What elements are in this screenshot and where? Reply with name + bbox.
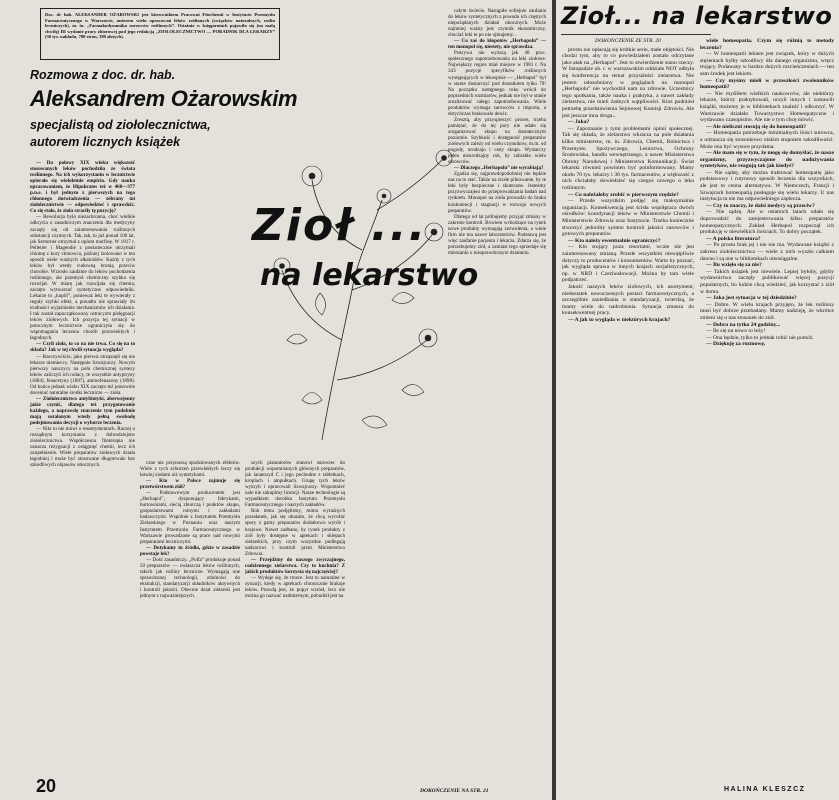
left-column-2 (140, 460, 240, 790)
answer-paragraph: — Podstawowym producentem jest „Herbapol”, dysponujący fabrykami, hurtowniami, siecią zbiorczą i punktów skupu, gospodarstwami rolnymi i zakładami badawczymi. Wspólnie z Instytutem Przemysłu Zielarskiego w Poznaniu oraz naszym Instytutem Przemysłu Farmaceutycznego w Warszawie prowadzone są prace nad nowymi preparatami leczniczymi. (140, 490, 240, 545)
answer-paragraph: Zresztą, aby przyspieszyć proces, trzeba pamiętać, że do tej pory nie udało się zorganizować skupu na dostatecznym poziomie. Szybkość i dostępność preparatów ziołowych zależy od wielu czynników, m.in. od pogody, urodzaju i ceny skupu. Wystarczy jeden nieurodzajny rok, by zabrakło wielu surowców. (448, 116, 546, 166)
answer-paragraph: — Zapoznanie z tymi problemami opinii społecznej. Tak się składa, że zielarstwo wkracza na pole działania kilku ministerstw, m. in. Zdrowia, Chemii, Rolnictwa i Przemysłu Spożywczego, Leśnictwa, Ochrony Środowiska, handlu wewnętrznego, a nawet Ministerstwa Obrony Narodowej i Ministerstwa Komunikacji. Świat lekarski również powinien być poinformowany. Mamy około 70 tys. lekarzy i 30 tys. farmaceutów, a większość z nich chciałaby dowiedzieć się czegoś nowego o leku roślinnym. (562, 125, 694, 192)
question-paragraph: — Dobra na tytko 24 godziny... (706, 321, 781, 328)
answer-paragraph: — Takich książek jest niewiele. Lepiej byłoby, gdyby wydawnictwa zaczęły publikować więcej pozycji popularnych, bo ludzie chcą wiedzieć, jak korzystać z ziół w domu. (700, 268, 834, 295)
answer-paragraph: Jakość naszych leków ziołowych, ich asortyment, niedostatek nowoczesnych postaci farmaceutycznych, a szczególnie zaniedbania w standaryzacji, twierdzą, że mamy wiele do nadrobienia. Sytuacja zmusza do konsekwentnej pracy. (562, 283, 694, 317)
question-paragraph: — Przejdźmy do naszego zwyczajnego, codziennego zielarstwa. Czy to kuchnia? Z jakich produktów korzysta się najczęściej? (245, 556, 345, 575)
question-paragraph: — Kto należy ewentualnie ograniczyć? (568, 237, 661, 244)
answer-paragraph: Pokrywa nie wyższą jak 40 proc. społecznego zapotrzebowania na leki ziołowe. Największy regres miał miejsce w 1981 r. Na 343 pozycje specyfików roślinnych występujących w lekospisie — „Herbapol” był w stanie dostarczyć pod dostatkiem tylko 79! Na początku następnego roku wrócił do poprzednich rozmiarów, jednak nie był w stanie zrealizować całego zapotrzebowania. Wiele produktów wymaga surowców z importu, a dotychczas brakowało dewiz. (448, 50, 546, 117)
answer-paragraph: — Kto stojący poza resortami, wcale nie jest zainteresowany zmianą. Przede wszystkim niewątpliwie dotyczy to producentów i konsumentów. Warto by poznać, jak wygląda sprawa w innych krajach socjalistycznych, np. w NRD i Czechosłowacji. Można by tam wiele podpatrzeć. (562, 244, 694, 284)
right-column-2 (700, 38, 834, 783)
question-paragraph: — Jaka jest sytuacja w tej dziedzinie? (706, 295, 797, 302)
question-paragraph: — Kto w Polsce zajmuje się przetwórstwem ziół? (140, 478, 240, 491)
question-paragraph: — Co należałoby zrobić w pierwszym rzędzie? (568, 191, 679, 198)
answer-paragraph: czne nie przynoszą spodziewanych efektów. Wiele z tych schorzeń przewlekłych leczy się łatwiej ziołami niż syntetykami. (140, 460, 240, 479)
question-paragraph: — A jak to wygląda w niektórych krajach? (568, 316, 671, 323)
question-paragraph: wiele homeopatia. Czym się różnią te metody leczenia? (700, 38, 834, 51)
question-paragraph: — Ale nieliczni stosują się do homeopatii? (706, 123, 807, 130)
article-title-line-2: na lekarstwo (260, 258, 479, 293)
answer-paragraph: całym świecie. Nastąpiło sollejnie zaufania do leków syntetycznych z powodu ich częstych niepożądanych działań ubocznych. Może najmniej ważny jest czynnik ekonomiczny, chociaż leki te po nie ujmujemy... (448, 8, 546, 39)
continued-from-note: DOKOŃCZENIE ZE STR. 20 (595, 38, 661, 44)
answer-paragraph: Rok temu podjęliśmy, mimo wyraźnych przesłanek, jak się okazało, że chcą wycofać spory z gamy preparatów dodatkowo wyrób i krajowe. Nawet zadbano, by rynek produkty z ziół były dostępne w aptekach i sklepach zielarskich, przy czym wszystkie podlegają nadzorowi i kontroli przez Ministerstwo Zdrowia. (245, 508, 345, 557)
answer-paragraph: Zgadza się, najprawdopodobniej nie będzie nas na to stać. Także na ścisłe pilnowanie, by te leki były bezpieczne i skuteczne. Jesteśmy przyzwyczajeni do przeprowadzania badań nad rynkiem. Monopol na zioła prowadzi do braku konkurencji i stagnacji w rozwoju nowych preparatów. (448, 171, 546, 214)
question-paragraph: — Czyli zioła, to co na nie trwa. Co się na to składa? Jak w tej chwili sytuacja wygląda? (30, 341, 135, 354)
answer-paragraph: — Wydaje się, że trosce. Jest to naturalne w sytuacji, kiedy w aptekach chronicznie brakuje leków. Prawdą jest, że popyt wzrósł, lecz nie można go nazwać nadmiernym, pobudził jest na (245, 574, 345, 600)
answer-paragraph: — Po prostu brak jej i nie nie ma. Wydawane książki z zakresu ziołolecznictwa — wiele z nich wyszło całkiem dawno i są one w bibliotekach nieosiągalne. (700, 242, 834, 262)
answer-paragraph: — Homeopatia potrzebuje minimalnych ilości surowca, a odznacza się stosunkowo niskim stopniem szkodliwości. Może ona być wysoce przydatna. (700, 130, 834, 150)
answer-paragraph: Dlatego od lat próbujemy przyjąć zmiany w zakresie kontroli. Bowiem wchodzące na rynek nowe produkty wymagają zezwolenia, a wiele firm nie ma nawet laboratoriów. Podstawą jest więc zaufanie pacjenta i lekarza. Zdarza się, że potrzebujemy ziół, a zamiast tego sprzedaje się mieszanki o niesprawdzonym działaniu. (448, 213, 546, 256)
answer-paragraph: — Rewolucja była niezachronna, choć wielkie odkrycia o zasadniczym znaczeniu dla medycyny zaczęły się od zainteresowania roślinnych substancji czynnych. Tak, tak, to już ponad 100 lat, jak Serturner otrzymał z opium morfinę. W 1817 r. Pelletier i Magendie z poskutecznie otrzymali chininę z kory chinowca, później izolowano w ten sposób wiele ważnych alkaloidów. Każdy z tych leków był wtedy cudowną bronią przeciw chorobie. Wzrosło zaufanie do leków pochodzenia roślinnego, ale przemysł chemiczny szybko się rozwijał. W miarę jak rozwijała się chemia, zaczęto wytwarzać syntetyczne odpowiedniki. Lekarze to „kupili”, ponieważ leki te wywierały z reguły szybki efekt, a ponadto nie sprawiały im trudności wyjaśnienie mechanizmów ich działania. I tak został zapoczątkowany ostracyzm pielęgnacji leków ziołowych. Ich pozycja tej sytuacji w potocznym lecznictwie ograniczyła się do wspomagania leczenia chorób przewlekłych i łagodnych. (30, 214, 135, 342)
answer-paragraph: — Ile się na nowo to leży! (706, 328, 766, 335)
answer-paragraph: — Dość zasadniczy. „Polfa” produkuje ponad 50 preparatów — zwłaszcza leków roślinnych, takich jak rośliny lecznicze. Wymagają one sprawdzonej technologii, zdolności do ekstrakcji, standaryzacji składników aktywnych i kontroli jakości. Obecnie dział zielarski jest jednym z najważniejszych. (140, 556, 240, 600)
answer-paragraph: — Ona będzie, tylko to jednak robić nie pomóż. (706, 334, 814, 341)
right-page (556, 0, 839, 800)
answer-paragraph: — Nie myśliłem wielkich naukowców, ale niektórzy lekarze, którzy praktykowali, uczyli innych i zostawili książki, możemy je w bibliotekach znaleźć i odkurzyć. W Warszawie działało Towarzystwo Homeopatyczne i wydawano czasopismo. Ale nie o tym chcę mówić. (700, 90, 834, 124)
question-paragraph: — Ale mam się w tym, że mogę się domyślać, że nasze organizmy, przyzwyczajone do nadużywania syntetyków, nie reagują tak jak kiedyś? (700, 150, 834, 170)
answer-paragraph: — Nie sądzę. Ale w ostatnich latach udało się doprowadzić do zarejestrowania kilku preparatów homeopatycznych. Zakład Herbapol rozpoczął ich produkcję w niewielkich ilościach. To dobry początek. (700, 209, 834, 236)
author-signature: HALINA KLESZCZ (724, 786, 806, 793)
closing-line: — Dziękuję za rozmowę. (706, 341, 766, 348)
answer-paragraph: prostu nie opłacają się krótkie serie, małe objętości. Nie chodzi tym, aby to co powiedziałem zostało odczytane jako atak na „Herbapol”. Jest to stwierdzenie stanu rzeczy. W listopadzie ub. r. w warszawskim oddziale NOT odbyła się konferencja na temat przyszłości zielarstwa. Nie jestem odosobniony w poglądach na monopol „Herbapolu” nie wychodził nam na zdrowie. Uczestnicy tego spotkania, także nauka i praktyka, a nawet zakłady zielarstwa, nie mieli żadnych wątpliwości. Ktoś podniósł potrzebę przedstawienia Sejmowej Komisji Zdrowia. Ale jest jeszcze inna droga... (562, 46, 694, 119)
question-paragraph: — Czy to znaczy, że dalsi medycy są przeciw? (706, 202, 815, 209)
interview-kicker: Rozmowa z doc. dr. hab. (30, 68, 176, 82)
page-number: 20 (36, 776, 57, 796)
interviewee-role: specjalistą od ziołolecznictwa, (30, 118, 211, 132)
question-paragraph: — Dotykamy tu źródła, gdzie w zasadzie powstaje lek? (140, 544, 240, 557)
author-info-box: Doc. dr hab. ALEKSANDER OŻAROWSKI jest kierownikiem Pracowni Fitochemii w Instytucie Przemysłu Farmaceutycznego w Warszawie, autorem wielu opracowań leków roślinnych (związków naturalnych, roślin leczniczych), m. in. „Farmakodynamika surowców roślinnych”. Ostatnio w księgarniach pojawiło się (na małą chwilę) III wydanie pracy zbiorowej pod jego redakcją „ZIOŁOLECZNICTWO — PORADNIK DLA LEKARZY” (30 tys. nakładu, 700 stron, 380 złotych). (40, 8, 280, 60)
interviewee-name: Aleksandrem Ożarowskim (30, 86, 298, 111)
question-paragraph: — Co zaś do kłopotów „Herbapolu” — ten monopol się, niestety, nie sprawdza. (448, 38, 546, 51)
answer-paragraph: — Dobre. W wielu krajach przyjęto, że lek roślinny musi być dobrze przebadany. Mamy nadzieję, że wkrótce zmieni się u nas stosunek do ziół. (700, 301, 834, 321)
answer-paragraph: — Rzeczywiście, jako pierwsi otrząsnęli się nie lekarze niemieccy. Następnie Szwajcarzy. Nowym pierwszy nauczycy na polu chemicznej syntezy leków zaliczyli ich rodacy, te wszystkie antypiryny (1884), fenacetyny (1887), aminofenazony (1898). Od końca jednak wieku XIX zaczęto też ponownie doceniać naturalne środki lecznicze — zioła. (30, 353, 135, 396)
interviewee-role-2: autorem licznych książek (30, 135, 181, 149)
question-paragraph: — Dlaczego „Herbapolu” nie wyrabiają? (454, 165, 544, 172)
question-paragraph: — Ziołolecznictwo antybiotyki, aberwojenny jakie czynić, dlatego też przygotowanie każdego, a naprawdę znaczenie tym podobnie mają ustalonym wtedy pełną swobodę podejmowania decyzji o wyborze leczenia. (30, 395, 135, 427)
question-paragraph: — Jaka? (568, 119, 590, 126)
answer-paragraph: — Nikt tu nie mówi o resentymentach. Raczej o rozsądnym korzystaniu z dobrodziejstw ziołolecznictwa. Współczesna fitoterapia nie oznacza rezygnacji z osiągnięć chemii, lecz ich uzupełnienie. Wiele preparatów ziołowych działa łagodniej i może być stosowane długotrwale bez szkodliwych objawów ubocznych. (30, 426, 135, 469)
continuation-note: DOKOŃCZENIE NA STR. 21 (420, 788, 489, 794)
lead-question: — Do połowy XIX wieku większość stosowanych leków pochodziła ze świata roślinnego. Na ich wykorzystaniu w lecznictwie opierało się wieloletnie empiria. Gdy nauka opracowaniem, że Hipokrates też w 460—377 p.n.e. i był jednym z pierwszych na tego chłonnego doświadczenia — zebrany mi ziołolecznictwie — odpowiedzieć i sprawdzić. Co się stało, że zioła straciły tę pozycję? (30, 160, 135, 215)
left-column-4 (448, 8, 546, 778)
answer-paragraph: — Przede wszystkim podjęć się maksymalnie organizacji. Konsekwencją jest ścisła współpraca dwóch ośrodków: koordynacji leków w Ministerstwie Chemii i Ministerstwie Zdrowia oraz Instytucie. Trzeba koniecznie stworzyć jednolity system kontroli jakości surowców i gotowych preparatów. (562, 198, 694, 238)
right-column-1 (562, 38, 694, 788)
title-rule (561, 34, 711, 35)
question-paragraph: — Ilu wzięło się za nie? (706, 262, 762, 269)
left-column-3 (245, 460, 345, 790)
article-title-line-1: Zioł ... (252, 200, 428, 251)
question-paragraph: — Czy myśmy mieli w przeszłości zwolenników homeopatii? (700, 77, 834, 91)
question-paragraph: — A polska literatura? (706, 235, 761, 242)
answer-paragraph: — W homeopatii lekiem jest związek, który w dużych stężeniach byłby szkodliwy dla danego organizmu, wręcz trujący. Podawany w bardzo dużych rozcieńczeniach — ten sam środek jest lekiem. (700, 51, 834, 77)
left-column-1 (30, 160, 135, 770)
right-page-title: Zioł... na lekarstwo (561, 2, 833, 30)
answer-paragraph: — Nie sądzę, aby można traktować homeopatię jako podstawowy i rutynowy sposób leczenia dla wszystkich, ale jest to cenna alternatywa. W Niemczech, Francji i Szwajcarii homeopatią posługuje się wielu lekarzy. U nas instytucja ta nie ma odpowiedniego zaplecza. (700, 169, 834, 203)
answer-paragraph: szych plantatorów stanowi surowiec do produkcji wspomnianych głównych preparatów, jak lanatozyd C i jego pochodne z tabletkach, kroplach i ampułkach. Grupę tych leków wykryli i opracowali Szwajcarzy. Wspomnieć nale nie zakupimy licencji. Nasze technologie są wypadkiem dorobku Instytutu Przemysłu Farmaceutycznego i naszych zakładów. (245, 460, 345, 509)
